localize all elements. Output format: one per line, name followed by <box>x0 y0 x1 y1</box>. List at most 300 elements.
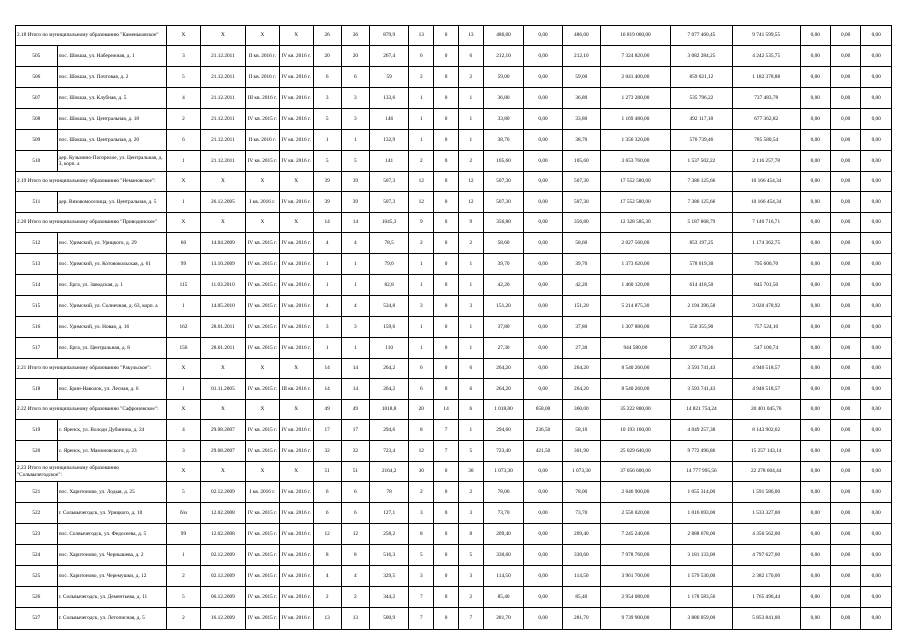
value-cell: 6 <box>313 503 341 524</box>
row-number-cell: 519 <box>16 420 58 441</box>
value-cell: 0 <box>434 566 459 587</box>
value-cell: IV кв. 2015 г. <box>245 587 279 608</box>
value-cell: 1 460 120,00 <box>601 275 671 296</box>
value-cell: 21.12.2011 <box>200 109 245 130</box>
value-cell: 1 016 693,00 <box>670 503 732 524</box>
value-cell: 0,00 <box>800 400 830 420</box>
subtotal-row <box>16 400 892 420</box>
value-cell: 3 <box>313 317 341 338</box>
value-cell: 1 <box>458 88 483 109</box>
value-cell: X <box>200 359 245 379</box>
value-cell: 3 <box>167 441 201 462</box>
row-number-cell: 526 <box>16 587 58 608</box>
row-number-cell: 522 <box>16 503 58 524</box>
value-cell: 0,00 <box>861 441 892 462</box>
value-cell: 0,00 <box>830 26 860 46</box>
value-cell: 4 <box>341 566 369 587</box>
address-cell: пос. Удимский, ул. Урицкого, д. 29 <box>57 233 166 254</box>
value-cell: 0,00 <box>524 317 562 338</box>
value-cell: 79,6 <box>369 254 408 275</box>
subtotal-label: 2.23 Итого по муниципальному образованию "Сольвычегодское": <box>16 462 167 482</box>
value-cell: 14 <box>313 359 341 379</box>
value-cell: 3 <box>458 566 483 587</box>
value-cell: 0,00 <box>830 88 860 109</box>
value-cell: 39 <box>313 172 341 192</box>
value-cell: 82,8 <box>369 275 408 296</box>
value-cell: 492 117,18 <box>670 109 732 130</box>
value-cell: 0 <box>434 462 459 482</box>
value-cell: 127,1 <box>369 503 408 524</box>
value-cell: 0,00 <box>861 46 892 67</box>
value-cell: 132,9 <box>369 130 408 151</box>
subtotal-row <box>16 359 892 379</box>
value-cell: 39 <box>313 192 341 213</box>
housing-program-table <box>15 25 892 630</box>
value-cell: 0,00 <box>830 317 860 338</box>
value-cell: 16.12.2009 <box>200 608 245 630</box>
address-cell: пос. Шокша, ул. Клубная, д. 5 <box>57 88 166 109</box>
value-cell: 1 073,30 <box>483 462 524 482</box>
value-cell: 0,00 <box>524 46 562 67</box>
value-cell: 0 <box>434 88 459 109</box>
value-cell: 14 <box>341 379 369 400</box>
value-cell: 1 <box>313 254 341 275</box>
value-cell: 0,00 <box>524 130 562 151</box>
value-cell: 330,60 <box>483 545 524 566</box>
value-cell: 58,10 <box>562 420 600 441</box>
address-cell: пос. Харитоново, ул. Чернышева, д. 2 <box>57 545 166 566</box>
row-number-cell: 512 <box>16 233 58 254</box>
value-cell: 578 019,30 <box>670 254 732 275</box>
table-row <box>16 46 892 67</box>
value-cell: IV кв. 2016 г. <box>279 67 313 88</box>
value-cell: 0 <box>434 254 459 275</box>
value-cell: 209,40 <box>562 524 600 545</box>
value-cell: 0,00 <box>800 379 830 400</box>
value-cell: 0,00 <box>861 192 892 213</box>
table-row <box>16 67 892 88</box>
value-cell: 11.03.2010 <box>200 275 245 296</box>
value-cell: 5 <box>167 482 201 503</box>
value-cell: 22 278 604,44 <box>732 462 800 482</box>
value-cell: 0,00 <box>830 130 860 151</box>
value-cell: IV кв. 2016 г. <box>279 109 313 130</box>
value-cell: 550 355,90 <box>670 317 732 338</box>
value-cell: 12 <box>458 172 483 192</box>
value-cell: IV кв. 2016 г. <box>279 524 313 545</box>
value-cell: 151,20 <box>562 296 600 317</box>
value-cell: 59,00 <box>562 67 600 88</box>
value-cell: X <box>279 213 313 233</box>
value-cell: 2 041 400,00 <box>601 67 671 88</box>
value-cell: 0 <box>434 608 459 630</box>
value-cell: 13.10.2009 <box>200 254 245 275</box>
value-cell: 13 <box>458 26 483 46</box>
value-cell: 151,20 <box>483 296 524 317</box>
row-number-cell: 509 <box>16 130 58 151</box>
value-cell: 42,20 <box>483 275 524 296</box>
value-cell: 14.04.2009 <box>200 233 245 254</box>
value-cell: 3 <box>341 88 369 109</box>
value-cell: 0,00 <box>524 296 562 317</box>
value-cell: 329,5 <box>369 566 408 587</box>
value-cell: 3 <box>341 317 369 338</box>
value-cell: 853 197,25 <box>670 233 732 254</box>
value-cell: 0,00 <box>830 608 860 630</box>
address-cell: с. Яренск, ул. Володи Дубинина, д. 24 <box>57 420 166 441</box>
value-cell: X <box>245 359 279 379</box>
value-cell: 1 073,30 <box>562 462 600 482</box>
value-cell: 1 <box>167 296 201 317</box>
value-cell: 330,60 <box>562 545 600 566</box>
value-cell: 114,50 <box>562 566 600 587</box>
value-cell: 9 <box>458 213 483 233</box>
value-cell: 0,00 <box>830 400 860 420</box>
value-cell: 9 772 496,86 <box>670 441 732 462</box>
value-cell: I кв. 2016 г. <box>245 192 279 213</box>
value-cell: 0,00 <box>524 88 562 109</box>
value-cell: 0,00 <box>800 359 830 379</box>
value-cell: 7 <box>434 441 459 462</box>
row-number-cell: 520 <box>16 441 58 462</box>
subtotal-row <box>16 462 892 482</box>
table-row <box>16 130 892 151</box>
value-cell: 60 <box>167 233 201 254</box>
value-cell: 1 <box>313 338 341 359</box>
value-cell: 21.12.2011 <box>200 67 245 88</box>
value-cell: 30 <box>409 462 434 482</box>
value-cell: 507,30 <box>483 192 524 213</box>
value-cell: 2 <box>409 482 434 503</box>
value-cell: 859 021,12 <box>670 67 732 88</box>
value-cell: 06.12.2009 <box>200 587 245 608</box>
value-cell: 0,00 <box>800 46 830 67</box>
value-cell: 3 <box>409 503 434 524</box>
value-cell: 0,00 <box>524 233 562 254</box>
value-cell: 0,00 <box>524 566 562 587</box>
address-cell: пос. Харитоново, ул. Лодыя, д. 25 <box>57 482 166 503</box>
table-row <box>16 275 892 296</box>
value-cell: IV кв. 2016 г. <box>279 88 313 109</box>
value-cell: 59 <box>369 67 408 88</box>
value-cell: 105,60 <box>483 151 524 172</box>
value-cell: 5 <box>313 109 341 130</box>
value-cell: 0,00 <box>524 379 562 400</box>
address-cell: пос. Шокша, ул. Центральная, д. 20 <box>57 130 166 151</box>
value-cell: 5 <box>458 545 483 566</box>
value-cell: 0,00 <box>830 545 860 566</box>
value-cell: 0,00 <box>800 192 830 213</box>
value-cell: 14 777 995,56 <box>670 462 732 482</box>
row-number-cell: 507 <box>16 88 58 109</box>
value-cell: 294,6 <box>369 420 408 441</box>
value-cell: 12 <box>313 524 341 545</box>
value-cell: 12 <box>409 441 434 462</box>
table-row <box>16 296 892 317</box>
value-cell: 6 <box>313 67 341 88</box>
value-cell: 507,3 <box>369 172 408 192</box>
value-cell: 0,00 <box>861 608 892 630</box>
value-cell: IV кв. 2016 г. <box>279 130 313 151</box>
value-cell: 7 077 460,45 <box>670 26 732 46</box>
row-number-cell: 510 <box>16 151 58 172</box>
address-cell: пос. Удимский, ул. Котовокольская, д. 61 <box>57 254 166 275</box>
value-cell: 146 <box>369 109 408 130</box>
value-cell: 7 <box>434 420 459 441</box>
value-cell: X <box>167 359 201 379</box>
value-cell: 4 946 518,57 <box>732 359 800 379</box>
value-cell: 37,80 <box>562 317 600 338</box>
value-cell: 1 <box>409 317 434 338</box>
value-cell: 6 <box>313 482 341 503</box>
value-cell: 9 741 599,55 <box>732 26 800 46</box>
value-cell: 0,00 <box>524 213 562 233</box>
value-cell: I кв. 2016 г. <box>245 482 279 503</box>
value-cell: 0,00 <box>861 379 892 400</box>
value-cell: 0,00 <box>800 109 830 130</box>
value-cell: 3 <box>341 109 369 130</box>
value-cell: 1 <box>167 151 201 172</box>
value-cell: 49 <box>313 400 341 420</box>
table-row <box>16 524 892 545</box>
value-cell: 0,00 <box>830 359 860 379</box>
value-cell: 73,70 <box>483 503 524 524</box>
value-cell: 0,00 <box>800 420 830 441</box>
value-cell: 1 765 496,44 <box>732 587 800 608</box>
value-cell: 547 100,74 <box>732 338 800 359</box>
value-cell: 0 <box>434 46 459 67</box>
value-cell: 38,70 <box>562 130 600 151</box>
value-cell: 0 <box>434 379 459 400</box>
value-cell: 397 479,26 <box>670 338 732 359</box>
value-cell: 8 <box>341 545 369 566</box>
value-cell: 0,00 <box>800 545 830 566</box>
row-number-cell: 527 <box>16 608 58 630</box>
value-cell: 37,80 <box>483 317 524 338</box>
value-cell: 6 <box>167 130 201 151</box>
value-cell: 0,00 <box>830 275 860 296</box>
value-cell: 21.12.2011 <box>200 151 245 172</box>
value-cell: 785 580,54 <box>732 130 800 151</box>
value-cell: 58,60 <box>483 233 524 254</box>
value-cell: 5 <box>313 151 341 172</box>
value-cell: 78 <box>369 482 408 503</box>
value-cell: 21.12.2011 <box>200 130 245 151</box>
value-cell: 1 <box>313 130 341 151</box>
value-cell: 212,10 <box>483 46 524 67</box>
value-cell: 1 <box>167 545 201 566</box>
value-cell: 3 <box>313 88 341 109</box>
value-cell: 0,00 <box>861 254 892 275</box>
value-cell: 27,30 <box>562 338 600 359</box>
value-cell: 0,00 <box>830 254 860 275</box>
value-cell: IV кв. 2016 г. <box>279 317 313 338</box>
value-cell: 17 <box>313 420 341 441</box>
value-cell: 8 540 260,00 <box>601 359 671 379</box>
value-cell: 8 540 260,00 <box>601 379 671 400</box>
value-cell: 0 <box>434 296 459 317</box>
value-cell: 0 <box>434 317 459 338</box>
value-cell: 01.11.2005 <box>200 379 245 400</box>
value-cell: 16 819 060,00 <box>601 26 671 46</box>
value-cell: 17 552 580,00 <box>601 192 671 213</box>
address-cell: г. Сольвычегодск, ул. Летописная, д. 5 <box>57 608 166 630</box>
value-cell: 0 <box>434 338 459 359</box>
value-cell: 209,40 <box>483 524 524 545</box>
address-cell: пос. Удимский, ул. Новая, д. 16 <box>57 317 166 338</box>
value-cell: 32 <box>341 441 369 462</box>
value-cell: 20 <box>313 46 341 67</box>
value-cell: IV кв. 2016 г. <box>279 420 313 441</box>
value-cell: 02.12.2009 <box>200 566 245 587</box>
value-cell: IV кв. 2016 г. <box>279 192 313 213</box>
value-cell: 2 954 080,00 <box>601 587 671 608</box>
value-cell: 1 <box>341 275 369 296</box>
value-cell: 0 <box>434 172 459 192</box>
value-cell: 0,00 <box>800 587 830 608</box>
value-cell: 7 324 820,00 <box>601 46 671 67</box>
value-cell: 17 <box>341 420 369 441</box>
value-cell: X <box>167 400 201 420</box>
value-cell: 5 <box>409 545 434 566</box>
value-cell: 757 524,10 <box>732 317 800 338</box>
value-cell: 212,10 <box>562 46 600 67</box>
value-cell: 0 <box>434 524 459 545</box>
value-cell: 264,20 <box>562 379 600 400</box>
value-cell: 33,80 <box>483 109 524 130</box>
value-cell: IV кв. 2016 г. <box>279 151 313 172</box>
value-cell: 6 <box>341 503 369 524</box>
value-cell: 0 <box>434 545 459 566</box>
table-row <box>16 338 892 359</box>
value-cell: 0,00 <box>861 524 892 545</box>
table-row <box>16 192 892 213</box>
value-cell: 1 <box>313 275 341 296</box>
value-cell: 1 182 378,88 <box>732 67 800 88</box>
value-cell: IV кв. 2015 г. <box>245 524 279 545</box>
value-cell: 0,00 <box>800 566 830 587</box>
value-cell: 21.12.2011 <box>200 88 245 109</box>
value-cell: 0,00 <box>800 88 830 109</box>
value-cell: 0,00 <box>830 172 860 192</box>
value-cell: 12.02.2008 <box>200 503 245 524</box>
value-cell: 26 <box>313 26 341 46</box>
value-cell: 15 257 143,14 <box>732 441 800 462</box>
value-cell: 4 <box>341 233 369 254</box>
value-cell: 0 <box>434 233 459 254</box>
value-cell: 27,30 <box>483 338 524 359</box>
value-cell: 5 187 868,79 <box>670 213 732 233</box>
row-number-cell: 523 <box>16 524 58 545</box>
value-cell: 0,00 <box>524 67 562 88</box>
value-cell: 0 <box>434 275 459 296</box>
value-cell: 0,00 <box>524 503 562 524</box>
value-cell: 2 027 560,00 <box>601 233 671 254</box>
value-cell: 99 <box>167 524 201 545</box>
row-number-cell: 505 <box>16 46 58 67</box>
value-cell: 3 886 059,00 <box>670 608 732 630</box>
value-cell: 0,00 <box>524 462 562 482</box>
value-cell: 85,40 <box>483 587 524 608</box>
value-cell: 4 <box>341 296 369 317</box>
value-cell: X <box>245 172 279 192</box>
value-cell: 6 <box>458 359 483 379</box>
value-cell: 14 <box>341 359 369 379</box>
value-cell: IV кв. 2016 г. <box>279 275 313 296</box>
value-cell: IV кв. 2016 г. <box>279 566 313 587</box>
value-cell: 7 140 716,71 <box>732 213 800 233</box>
value-cell: 0,00 <box>861 545 892 566</box>
value-cell: 0,00 <box>830 524 860 545</box>
value-cell: 0,00 <box>830 587 860 608</box>
table-body <box>16 26 892 630</box>
value-cell: 2 <box>167 109 201 130</box>
value-cell: IV кв. 2016 г. <box>279 338 313 359</box>
value-cell: IV кв. 2016 г. <box>279 46 313 67</box>
value-cell: 73,70 <box>562 503 600 524</box>
value-cell: 258,2 <box>369 524 408 545</box>
value-cell: 141 <box>369 151 408 172</box>
value-cell: 0,00 <box>800 26 830 46</box>
value-cell: 0,00 <box>861 400 892 420</box>
address-cell: пос. Ерга, ул. Заводская, д. 1 <box>57 275 166 296</box>
value-cell: 156 <box>167 338 201 359</box>
value-cell: 0,00 <box>524 338 562 359</box>
value-cell: 02.12.2009 <box>200 482 245 503</box>
value-cell: 0,00 <box>830 566 860 587</box>
value-cell: IV кв. 2015 г. <box>245 420 279 441</box>
value-cell: 6 <box>341 67 369 88</box>
value-cell: 0,00 <box>861 67 892 88</box>
value-cell: 0,00 <box>800 67 830 88</box>
value-cell: 162 <box>167 317 201 338</box>
value-cell: 13 <box>409 26 434 46</box>
value-cell: 12 328 585,30 <box>601 213 671 233</box>
value-cell: X <box>167 462 201 482</box>
address-cell: пос. Харитоново, ул. Черемушки, д. 12 <box>57 566 166 587</box>
value-cell: 133,6 <box>369 88 408 109</box>
value-cell: 17 552 580,00 <box>601 172 671 192</box>
value-cell: IV кв. 2015 г. <box>245 503 279 524</box>
value-cell: 4 <box>313 566 341 587</box>
value-cell: 1 307 880,00 <box>601 317 671 338</box>
value-cell: 0 <box>434 359 459 379</box>
value-cell: 0,00 <box>830 462 860 482</box>
value-cell: 2 <box>409 67 434 88</box>
value-cell: 7 <box>458 608 483 630</box>
table-row <box>16 233 892 254</box>
value-cell: IV кв. 2015 г. <box>245 379 279 400</box>
table-row <box>16 566 892 587</box>
value-cell: IV кв. 2015 г. <box>245 441 279 462</box>
value-cell: X <box>167 26 201 46</box>
value-cell: 1 178 583,56 <box>670 587 732 608</box>
value-cell: 25 029 640,00 <box>601 441 671 462</box>
value-cell: 0,00 <box>861 587 892 608</box>
value-cell: 737 483,78 <box>732 88 800 109</box>
value-cell: IV кв. 2015 г. <box>245 233 279 254</box>
value-cell: 0,00 <box>861 130 892 151</box>
value-cell: 795 600,70 <box>732 254 800 275</box>
value-cell: 8 <box>313 545 341 566</box>
subtotal-label: 2.20 Итого по муниципальному образованию "Приводинское" <box>16 213 167 233</box>
table-row <box>16 151 892 172</box>
value-cell: 3 020 478,92 <box>732 296 800 317</box>
value-cell: IV кв. 2016 г. <box>279 545 313 566</box>
value-cell: IV кв. 2016 г. <box>279 587 313 608</box>
value-cell: 0 <box>434 213 459 233</box>
value-cell: 26.12.2005 <box>200 192 245 213</box>
